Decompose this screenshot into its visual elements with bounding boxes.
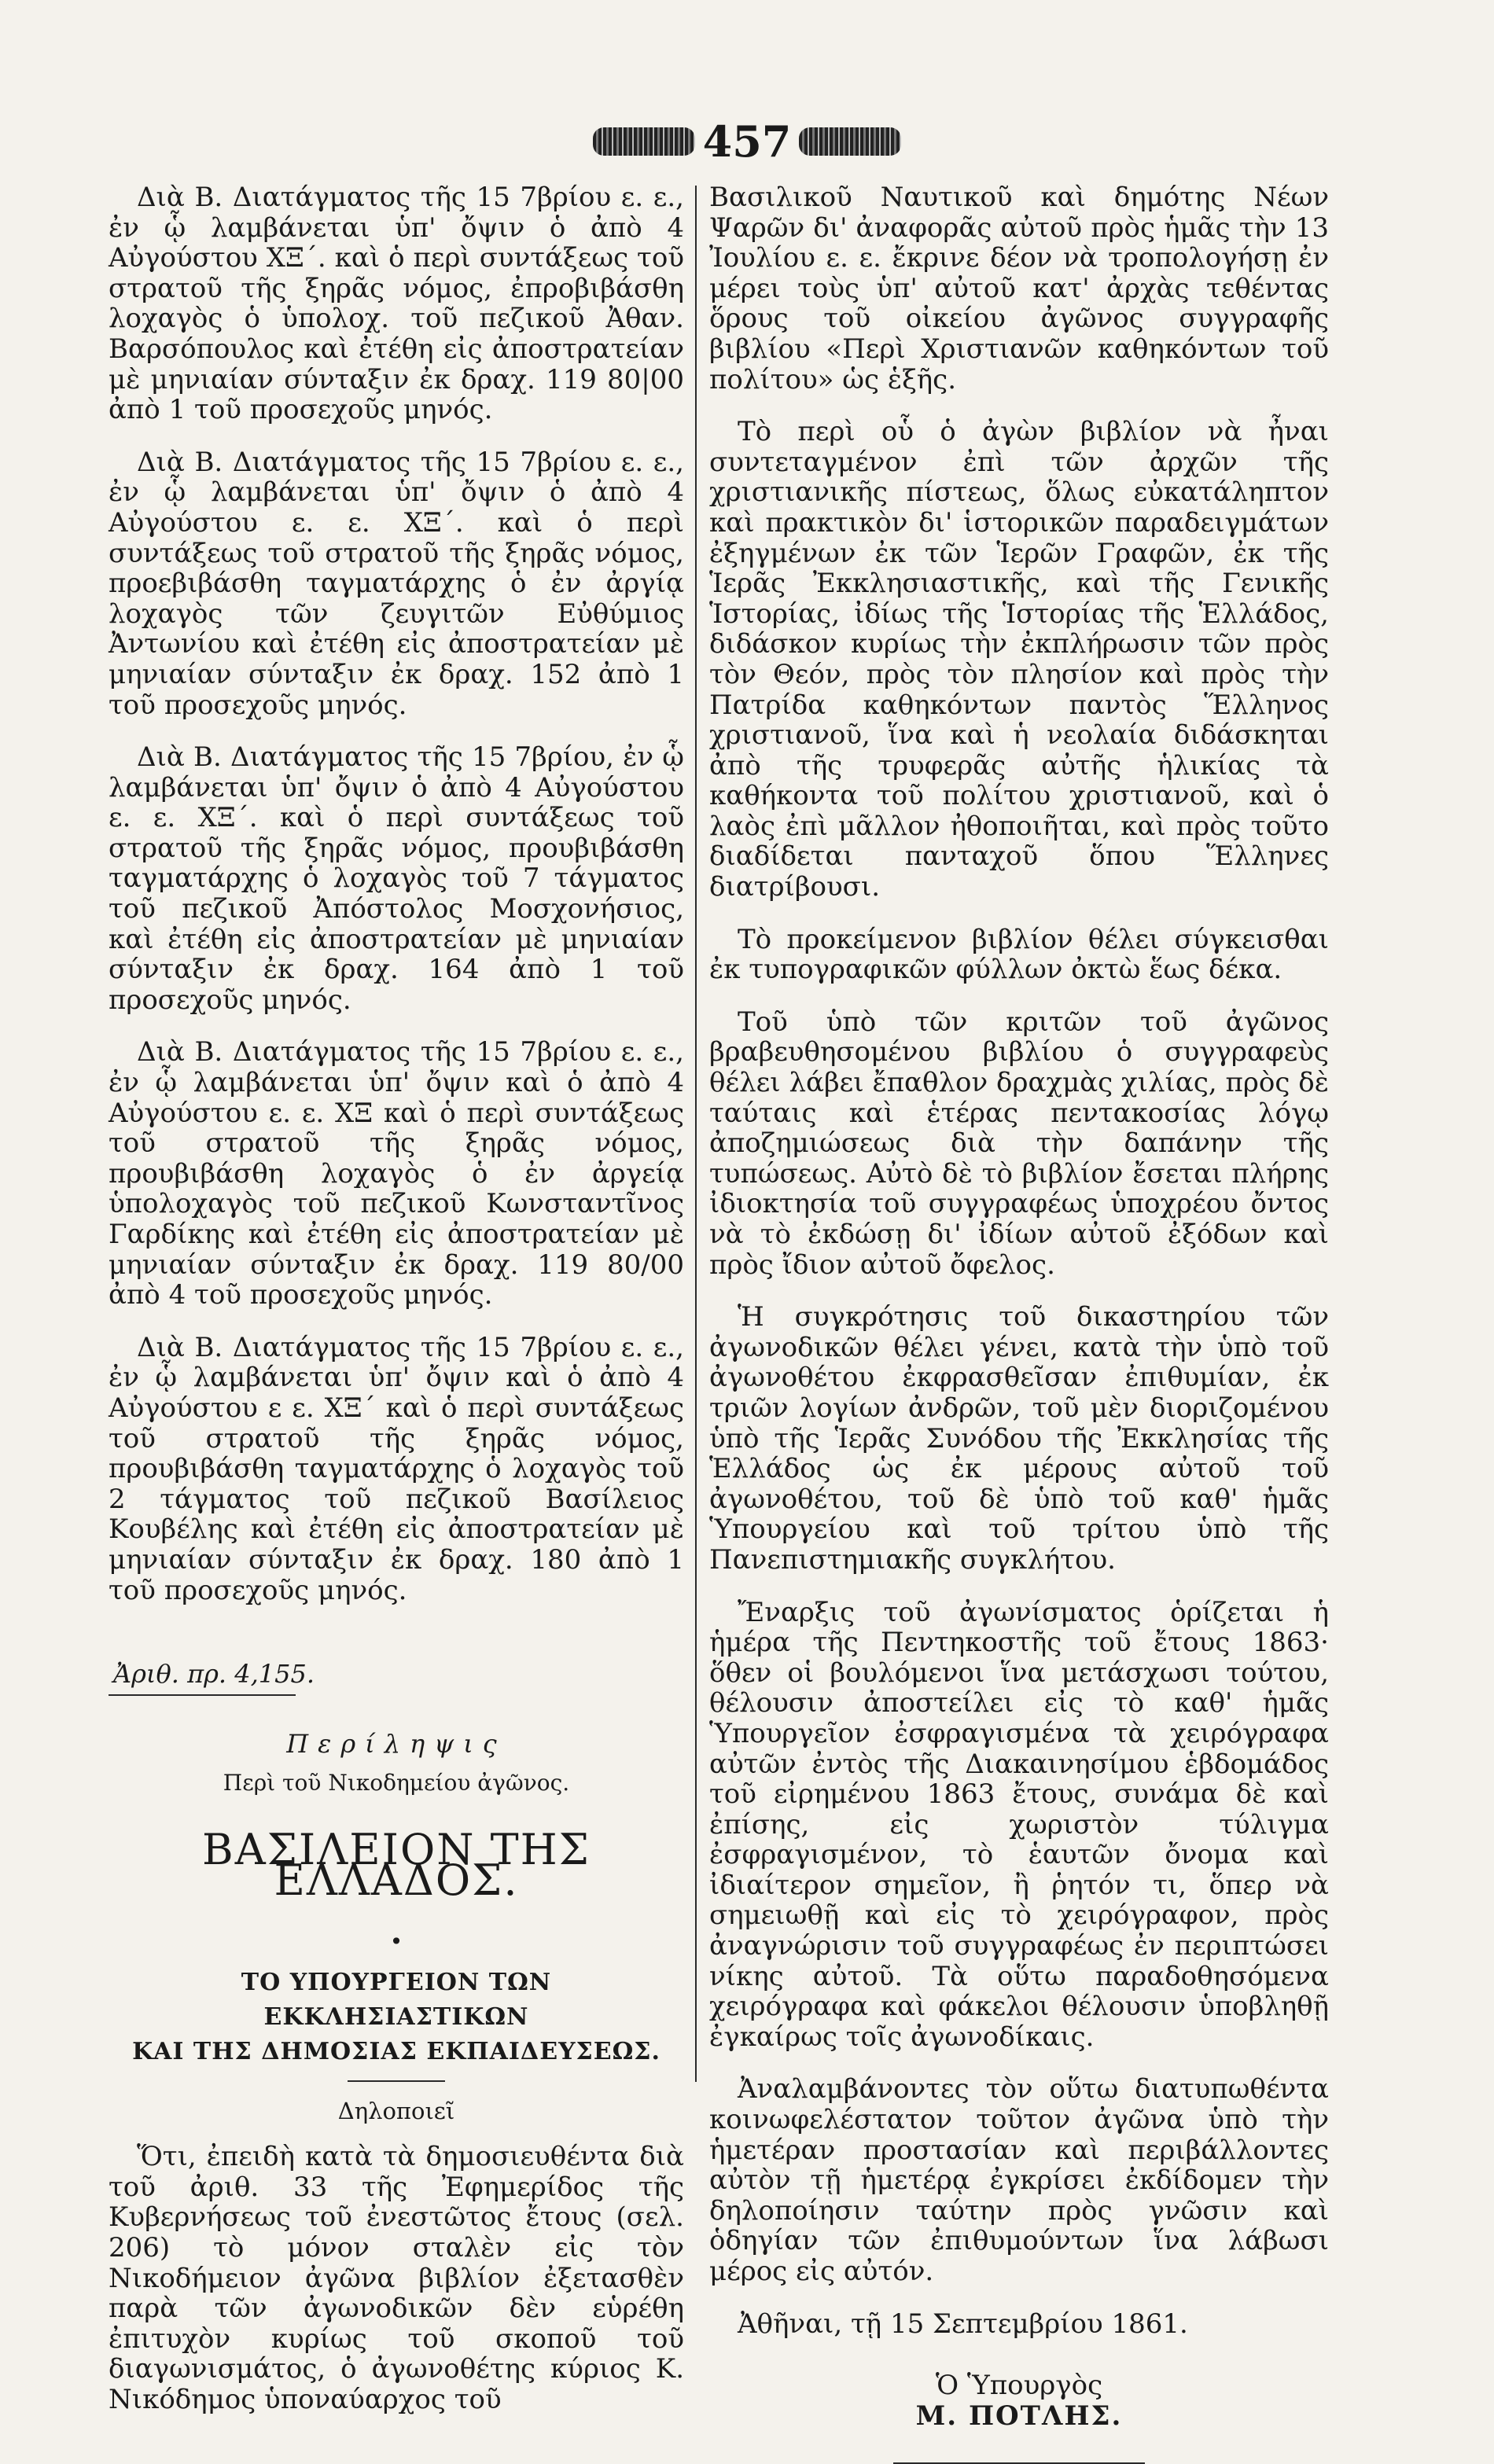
dateline: Ἀθῆναι, τῇ 15 Σεπτεμβρίου 1861.: [738, 2308, 1188, 2340]
decree-paragraph: Διὰ Β. Διατάγματος τῆς 15 7βρίου ε. ε., ἐν ᾧ λαμβάνεται ὑπ' ὄψιν καὶ ὁ ἀπὸ 4 Αὐγούστου ε. ε. ΧΞ καὶ ὁ περὶ συντάξεως τοῦ στρατοῦ τῆς ξηρᾶς νόμος, προυβιβάσθη λοχαγὸς ὁ ἐν ἀργείᾳ ὑπολοχαγὸς τοῦ πεζικοῦ Κωνσταντῖνος Γαρδίκης καὶ ἐτέθη εἰς ἀποστρατείαν μὲ μηνιαίαν σύνταξιν ἐκ δραχ. 119 80/00 ἀπὸ 4 τοῦ προσεχοῦς μηνός.: [109, 1036, 684, 1311]
decree-paragraph: Διὰ Β. Διατάγματος τῆς 15 7βρίου, ἐν ᾧ λαμβάνεται ὑπ' ὄψιν ὁ ἀπὸ 4 Αὐγούστου ε. ε. ΧΞ΄. καὶ ὁ περὶ συντάξεως τοῦ στρατοῦ τῆς ξηρᾶς νόμος, προυβιβάσθη ταγματάρχης ὁ λοχαγὸς τοῦ 7 τάγματος τοῦ πεζικοῦ Ἀπόστολος Μοσχονήσιος, καὶ ἐτέθη εἰς ἀποστρατείαν μὲ μηνιαίαν σύνταξιν ἐκ δραχ. 164 ἀπὸ 1 τοῦ προσεχοῦς μηνός.: [109, 741, 684, 1016]
decree-paragraph: Διὰ Β. Διατάγματος τῆς 15 7βρίου ε. ε., ἐν ᾧ λαμβάνεται ὑπ' ὄψιν καὶ ὁ ἀπὸ 4 Αὐγούστου ε ε. ΧΞ΄ καὶ ὁ περὶ συντάξεως τοῦ στρατοῦ τῆς ξηρᾶς νόμος, προυβιβάσθη ταγματάρχης ὁ λοχαγὸς τοῦ 2 τάγματος τοῦ πεζικοῦ Βασίλειος Κουβέλης καὶ ἐτέθη εἰς ἀποστρατείαν μὲ μηνιαίαν σύνταξιν ἐκ δραχ. 180 ἀπὸ 1 τοῦ προσεχοῦς μηνός.: [109, 1331, 684, 1606]
decree-paragraph: Διὰ Β. Διατάγματος τῆς 15 7βρίου ε. ε., ἐν ᾧ λαμβάνεται ὑπ' ὄψιν ὁ ἀπὸ 4 Αὐγούστου ε. ε. ΧΞ΄. καὶ ὁ περὶ συντάξεως τοῦ στρατοῦ τῆς ξηρᾶς νόμος, προεβιβάσθη ταγματάρχης ὁ ἐν ἀργίᾳ λοχαγὸς τῶν ζευγιτῶν Εὐθύμιος Ἀντωνίου καὶ ἐτέθη εἰς ἀποστρατείαν μὲ μηνιαίαν σύνταξιν ἐκ δραχ. 152 ἀπὸ 1 τοῦ προσεχοῦς μηνός.: [109, 446, 684, 721]
continuation-paragraph: Βασιλικοῦ Ναυτικοῦ καὶ δημότης Νέων Ψαρῶν δι' ἀναφορᾶς αὐτοῦ πρὸς ἡμᾶς τὴν 13 Ἰουλίου ε. ε. ἔκρινε δέον νὰ τροπολογήσῃ ἐν μέρει τοὺς ὑπ' αὐτοῦ κατ' ἀρχὰς τεθέντας ὅρους τοῦ οἰκείου ἀγῶνος συγγραφῆς βιβλίου «Περὶ Χριστιανῶν καθηκόντων τοῦ πολίτου» ὡς ἑξῆς.: [709, 182, 1329, 395]
ministry-title-line2: ΚΑΙ ΤΗΣ ΔΗΜΟΣΙΑΣ ΕΚΠΑΙΔΕΥΣΕΩΣ.: [132, 2037, 661, 2065]
body-paragraph: Ἡ συγκρότησις τοῦ δικαστηρίου τῶν ἀγωνοδικῶν θέλει γένει, κατὰ τὴν ὑπὸ τοῦ ἀγωνοθέτου ἐκφρασθεῖσαν ἐπιθυμίαν, ἐκ τριῶν λογίων ἀνδρῶν, τοῦ μὲν διοριζομένου ὑπὸ τῆς Ἱερᾶς Συνόδου τῆς Ἐκκλησίας τῆς Ἑλλάδος ὡς ἐκ μέρους αὐτοῦ τοῦ ἀγωνοθέτου, τοῦ δὲ ὑπὸ τοῦ καθ' ἡμᾶς Ὑπουργείου καὶ τοῦ τρίτου ὑπὸ τῆς Πανεπιστημιακῆς συγκλήτου.: [709, 1301, 1329, 1576]
ministry-rule: [348, 2080, 445, 2082]
column-divider: [695, 186, 697, 2082]
bullet-mark: •: [389, 1929, 403, 1955]
body-paragraph: Τὸ περὶ οὗ ὁ ἀγὼν βιβλίον νὰ ἦναι συντεταγμένον ἐπὶ τῶν ἀρχῶν τῆς χριστιανικῆς πίστεως, ὅλως εὐκατάληπτον καὶ πρακτικὸν δι' ἱστορικῶν παραδειγμάτων ἐξηγμένων ἐκ τῶν Ἱερῶν Γραφῶν, ἐκ τῆς Ἱερᾶς Ἐκκλησιαστικῆς, καὶ τῆς Γενικῆς Ἱστορίας, ἰδίως τῆς Ἱστορίας τῆς Ἑλλάδος, διδάσκον κυρίως τὴν ἐκπλήρωσιν τῶν πρὸς τὸν Θεόν, πρὸς τὸν πλησίον καὶ πρὸς τὴν Πατρίδα καθηκόντων παντὸς Ἕλληνος χριστιανοῦ, ἵνα καὶ ἡ νεολαία διδάσκηται ἀπὸ τῆς τρυφερᾶς αὐτῆς ἡλικίας τὰ καθήκοντα τοῦ πολίτου χριστιανοῦ, καὶ ὁ λαὸς ἐπὶ μᾶλλον ἠθοποιῆται, καὶ πρὸς τοῦτο διαδίδεται πανταχοῦ ὅπου Ἕλληνες διατρίβουσι.: [709, 416, 1329, 903]
body-paragraph: Τοῦ ὑπὸ τῶν κριτῶν τοῦ ἀγῶνος βραβευθησομένου βιβλίου ὁ συγγραφεὺς θέλει λάβει ἔπαθλον δραχμὰς χιλίας, πρὸς δὲ ταύταις καὶ ἑτέρας πεντακοσίας λόγῳ ἀποζημιώσεως διὰ τὴν δαπάνην τῆς τυπώσεως. Αὐτὸ δὲ τὸ βιβλίον ἔσεται πλήρης ἰδιοκτησία τοῦ συγγραφέως ὑποχρέου ὄντος νὰ τὸ ἐκδώσῃ δι' ἰδίων αὐτοῦ ἐξόδων καὶ πρὸς ἴδιον αὐτοῦ ὄφελος.: [709, 1006, 1329, 1281]
summary-title: Περίληψις: [286, 1728, 506, 1759]
body-paragraph: Ἀναλαμβάνοντες τὸν οὕτω διατυπωθέντα κοινωφελέστατον τοῦτον ἀγῶνα ὑπὸ τὴν ἡμετέραν προστασίαν καὶ περιβάλλοντες αὐτὸν τῇ ἡμετέρᾳ ἐγκρίσει ἐκδίδομεν τὴν δηλοποίησιν ταύτην πρὸς γνῶσιν καὶ ὁδηγίαν τῶν ἐπιθυμούντων ἵνα λάβωσι μέρος εἰς αὐτόν.: [709, 2073, 1329, 2287]
ornament-left: [593, 127, 695, 156]
left-column: [109, 182, 684, 2428]
decree-paragraph: Διὰ Β. Διατάγματος τῆς 15 7βρίου ε. ε., ἐν ᾧ λαμβάνεται ὑπ' ὄψιν ὁ ἀπὸ 4 Αὐγούστου ΧΞ΄. καὶ ὁ περὶ συντάξεως τοῦ στρατοῦ τῆς ξηρᾶς νόμος, ἐπροβιβάσθη λοχαγὸς ὁ ὑπολοχ. τοῦ πεζικοῦ Ἀθαν. Βαρσόπουλος καὶ ἐτέθη εἰς ἀποστρατείαν μὲ μηνιαίαν σύνταξιν ἐκ δραχ. 119 80|00 ἀπὸ 1 τοῦ προσεχοῦς μηνός.: [109, 182, 684, 426]
announcement-label: Δηλοποιεῖ: [337, 2097, 455, 2124]
intro-paragraph: Ὅτι, ἐπειδὴ κατὰ τὰ δημοσιευθέντα διὰ τοῦ ἀριθ. 33 τῆς Ἐφημερίδος τῆς Κυβερνήσεως τοῦ ἐνεστῶτος ἔτους (σελ. 206) τὸ μόνον σταλὲν εἰς τὸν Νικοδήμειον ἀγῶνα βιβλίον ἐξετασθὲν παρὰ τῶν ἀγωνοδικῶν δὲν εὑρέθη ἐπιτυχὸν κυρίως τοῦ σκοποῦ τοῦ διαγωνισμάτος, ὁ ἀγωνοθέτης κύριος Κ. Νικόδημος ὑποναύαρχος τοῦ: [109, 2141, 684, 2416]
reference-rule: [109, 1694, 296, 1696]
signature-name: Μ. ΠΟΤΛΗΣ.: [915, 2400, 1123, 2432]
page-header: [0, 110, 1494, 173]
kingdom-title: ΒΑΣΙΛΕΙΟΝ ΤΗΣ ΕΛΛΑΔΟΣ.: [202, 1824, 591, 1905]
summary-subtitle: Περὶ τοῦ Νικοδημείου ἀγῶνος.: [223, 1770, 570, 1797]
right-column: [709, 182, 1329, 2464]
page-number: 457: [702, 116, 792, 167]
ministry-title-line1: ΤΟ ΥΠΟΥΡΓΕΙΟΝ ΤΩΝ ΕΚΚΛΗΣΙΑΣΤΙΚΩΝ: [241, 1968, 552, 2031]
body-paragraph: Ἔναρξις τοῦ ἀγωνίσματος ὁρίζεται ἡ ἡμέρα τῆς Πεντηκοστῆς τοῦ ἔτους 1863· ὅθεν οἱ βουλόμενοι ἵνα μετάσχωσι τούτου, θέλουσιν ἀποστείλει εἰς τὸ καθ' ἡμᾶς Ὑπουργεῖον ἐσφραγισμένα τὰ χειρόγραφα αὐτῶν ἐντὸς τῆς Διακαινησίμου ἑβδομάδος τοῦ εἰρημένου 1863 ἔτους, συνάμα δὲ καὶ ἐπίσης, εἰς χωριστὸν τύλιγμα ἐσφραγισμένον, τὸ ἑαυτῶν ὄνομα καὶ ἰδιαίτερον σημεῖον, ἢ ῥητόν τι, ὅπερ νὰ σημειωθῇ καὶ εἰς τὸ χειρόγραφον, πρὸς ἀναγνώρισιν τοῦ συγγραφέως ἐν περιπτώσει νίκης αὐτοῦ. Τὰ οὕτω παραδοθησόμενα χειρόγραφα καὶ φάκελοι θέλουσιν ὑποβληθῇ ἐγκαίρως τοῖς ἀγωνοδίκαις.: [709, 1596, 1329, 2053]
reference-number: Ἀριθ. πρ. 4,155.: [113, 1659, 315, 1690]
signature-title: Ὁ Ὑπουργὸς: [935, 2370, 1103, 2402]
ornament-right: [799, 127, 901, 156]
body-paragraph: Τὸ προκείμενον βιβλίον θέλει σύγκεισθαι ἐκ τυπογραφικῶν φύλλων ὀκτὼ ἕως δέκα.: [709, 923, 1329, 986]
